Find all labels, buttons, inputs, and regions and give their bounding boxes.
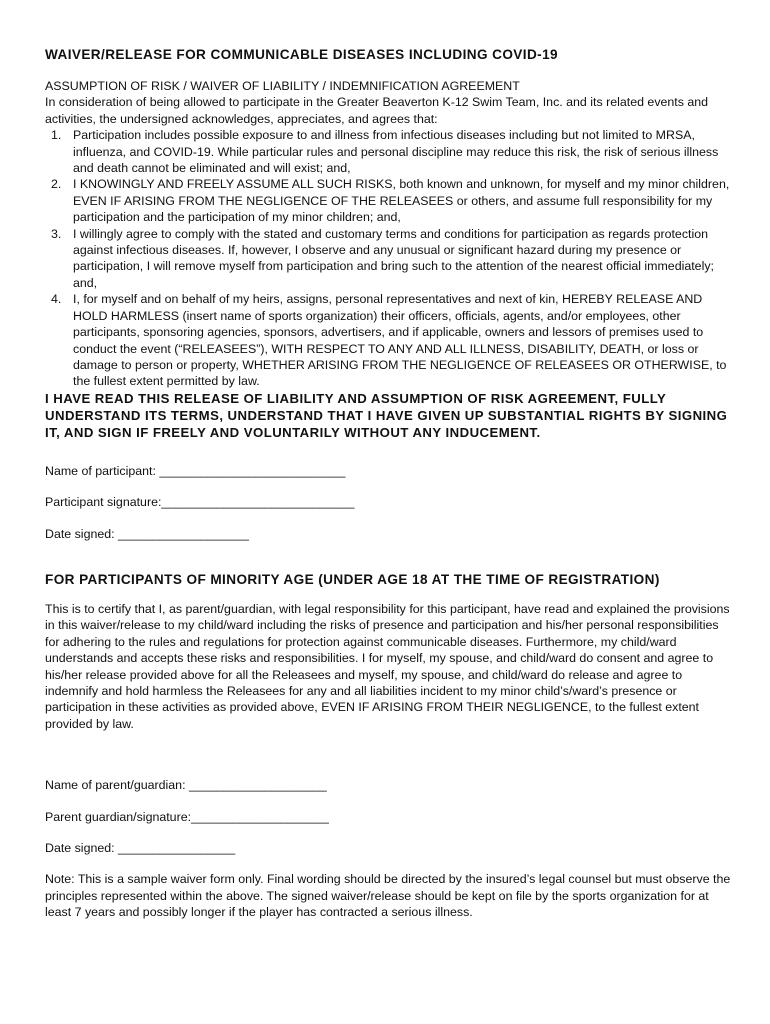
participant-signature-field[interactable]: Participant signature:____________________________ [45,495,355,510]
term-text: I, for myself and on behalf of my heirs, assigns, personal representatives and next of kin, HEREBY RELEASE AND HOLD HARMLESS (insert name of sports organization) their officers, officials, agents, and/or employees, other participants, sponsoring agencies, sponsors, advertisers, and if applicable, owners and lessors of premises used to conduct the event (“RELEASEES”), WITH RESPECT TO ANY AND ALL ILLNESS, DISABILITY, DEATH, or loss or damage to person or property, WHETHER ARISING FROM THE NEGLIGENCE OF RELEASEES OR OTHERWISE, to the fullest extent permitted by law. [73,292,727,389]
waiver-document [45,46,735,921]
term-text: Participation includes possible exposure to and illness from infectious diseases including but not limited to MRSA, influenza, and COVID-19. While particular rules and personal discipline may reduce this risk, the risk of serious illness and death cannot be eliminated and will exist; and, [73,128,719,176]
term-number: 2. [51,177,62,192]
term-item [51,176,735,225]
document-subtitle: ASSUMPTION OF RISK / WAIVER OF LIABILITY / INDEMNIFICATION AGREEMENT [45,79,520,93]
term-text: I willingly agree to comply with the stated and customary terms and conditions for participation as regards protection against infectious diseases. If, however, I observe and any unusual or significant hazard during my presence or participation, I will remove myself from participation and bring such to the attention of the nearest official immediately; and, [73,226,714,290]
guardian-name-field[interactable]: Name of parent/guardian: ____________________ [45,778,327,793]
acknowledgement-statement: I HAVE READ THIS RELEASE OF LIABILITY AND ASSUMPTION OF RISK AGREEMENT, FULLY UNDERSTAND ITS TERMS, UNDERSTAND THAT I HAVE GIVEN UP SUBSTANTIAL RIGHTS BY SIGNING IT, AND SIGN IF FREELY AND VOLUNTARILY WITHOUT ANY INDUCEMENT. [45,390,728,440]
intro-paragraph: In consideration of being allowed to participate in the Greater Beaverton K-12 Swim Team, Inc. and its related events and activities, the undersigned acknowledges, appreciates, and agrees that: [45,95,709,126]
disclaimer-note: Note: This is a sample waiver form only. Final wording should be directed by the insured’s legal counsel but must observe the principles represented within the above. The signed waiver/release should be kept on file by the sports organization for at least 7 years and possibly longer if the player has contracted a serious illness. [45,872,731,920]
term-number: 1. [51,128,62,143]
guardian-date-field[interactable]: Date signed: _________________ [45,841,236,855]
minor-section-title: FOR PARTICIPANTS OF MINORITY AGE (UNDER AGE 18 AT THE TIME OF REGISTRATION) [45,571,660,587]
participant-name-field[interactable]: Name of participant: ___________________________ [45,463,346,478]
minor-section-text: This is to certify that I, as parent/guardian, with legal responsibility for this participant, have read and explained the provisions in this waiver/release to my child/ward including the risks of presence and participation and his/her personal responsibilities for adhering to the rules and regulations for protection against communicable diseases. Furthermore, my child/ward understands and accepts these risks and responsibilities. I for myself, my spouse, and child/ward do consent and agree to his/her release provided above for all the Releasees and myself, my spouse, and child/ward do release and agree to indemnify and hold harmless the Releasees for any and all liabilities incident to my minor child’s/ward’s presence or participation in these activities as provided above, EVEN IF ARISING FROM THEIR NEGLIGENCE, to the fullest extent provided by law. [45,601,730,731]
document-title: WAIVER/RELEASE FOR COMMUNICABLE DISEASES INCLUDING COVID-19 [45,47,559,62]
terms-list [45,127,735,390]
term-item [51,127,735,176]
term-number: 3. [51,226,62,241]
term-number: 4. [51,292,62,307]
participant-date-field[interactable]: Date signed: ___________________ [45,526,249,541]
term-text: I KNOWINGLY AND FREELY ASSUME ALL SUCH RISKS, both known and unknown, for myself and my minor children, EVEN IF ARISING FROM THE NEGLIGENCE OF THE RELEASEES or others, and assume full responsibility for my participation and the participation of my minor children; and, [73,177,730,225]
term-item [51,226,735,292]
guardian-signature-field[interactable]: Parent guardian/signature:____________________ [45,809,329,824]
term-item [51,291,735,389]
